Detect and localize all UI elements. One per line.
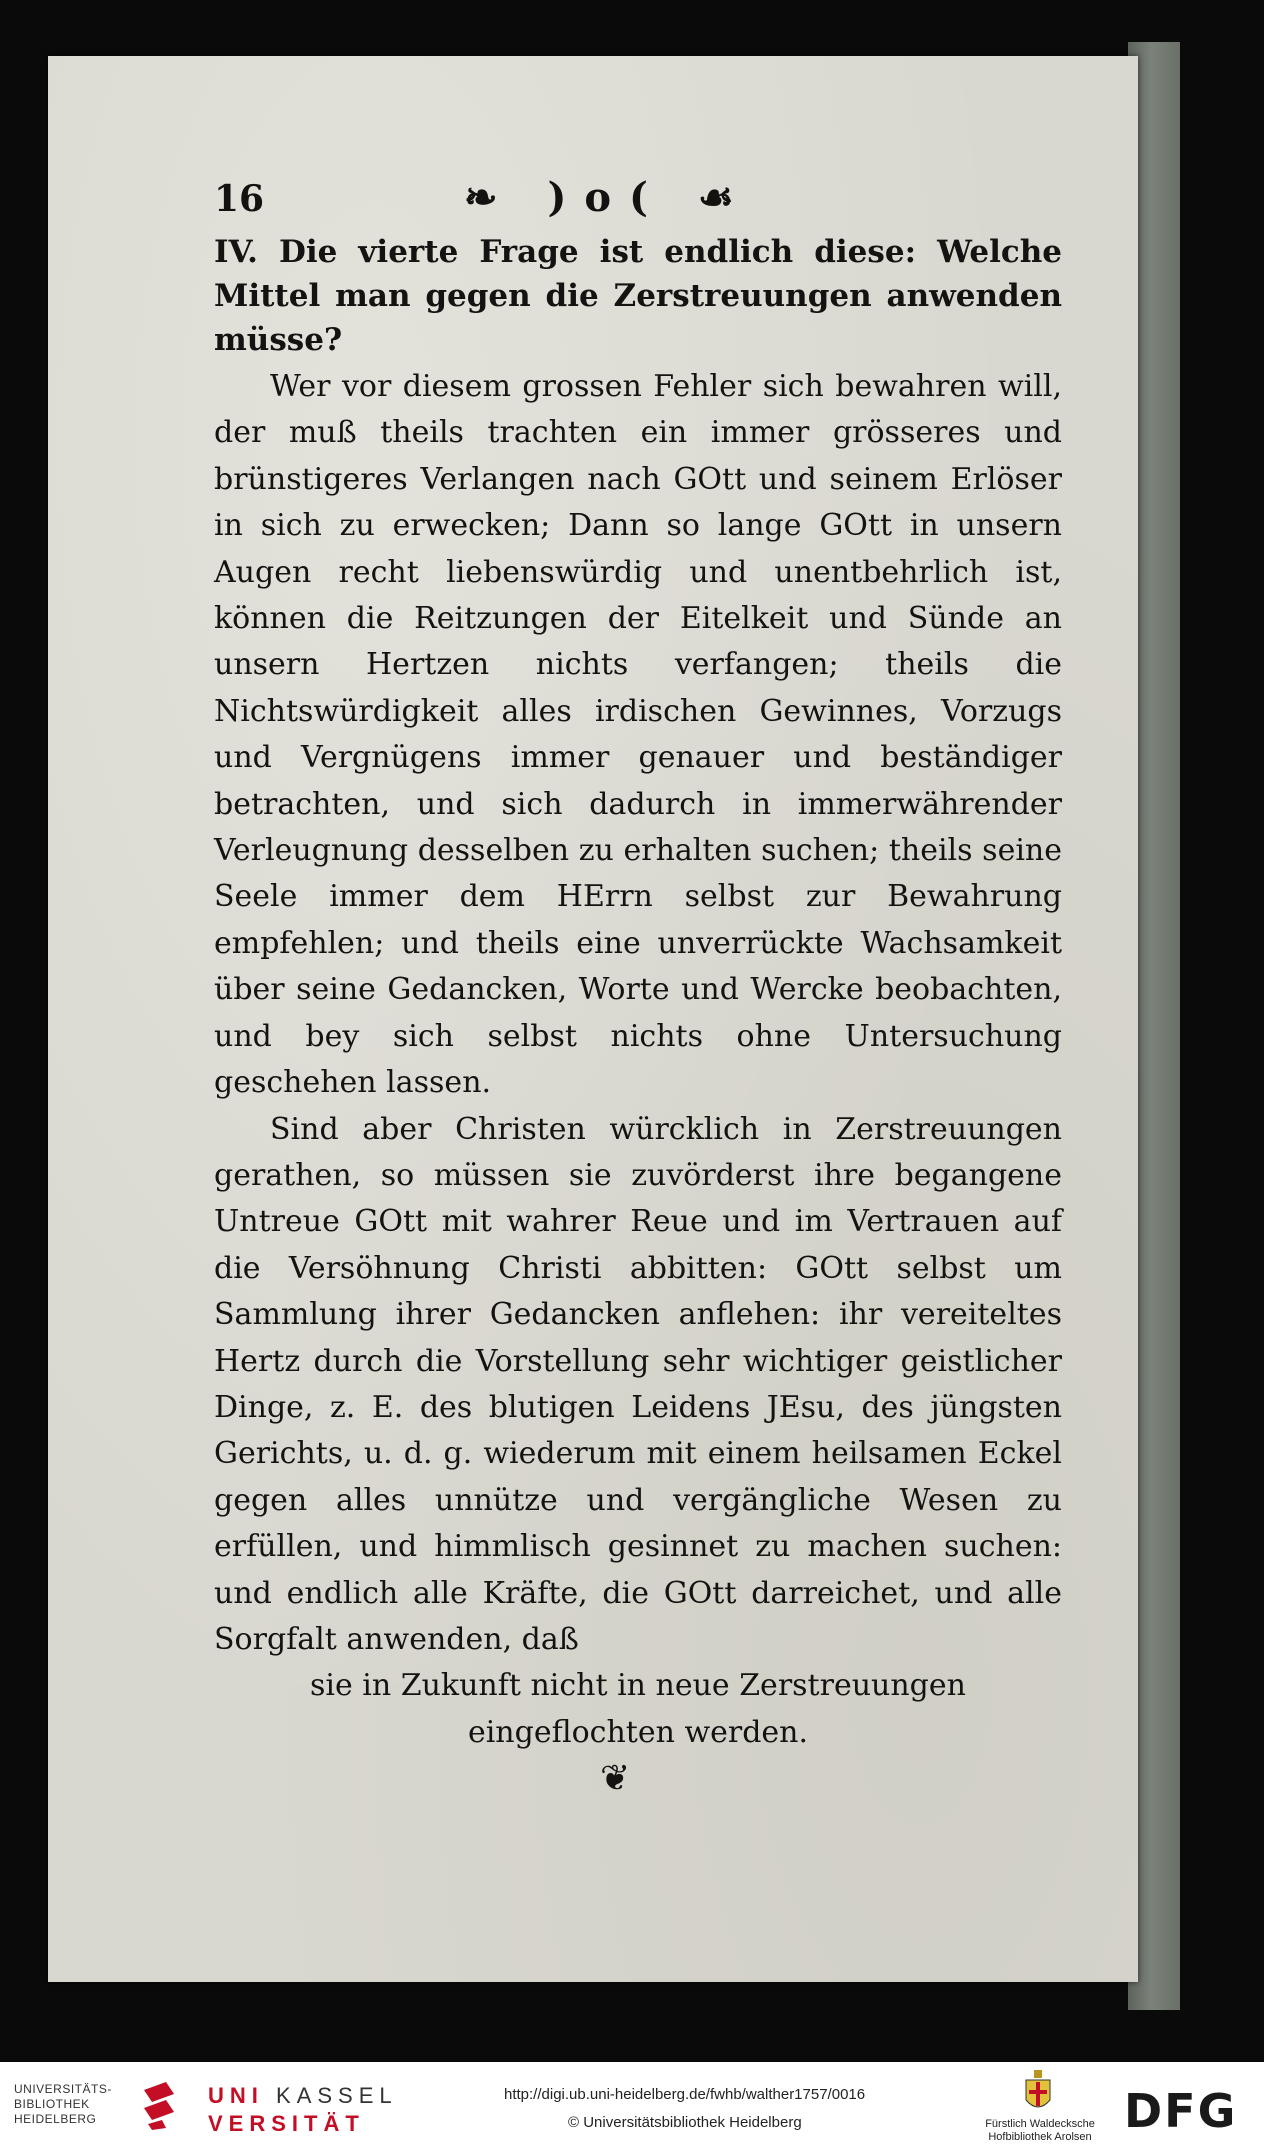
- permalink-url[interactable]: http://digi.ub.uni-heidelberg.de/fwhb/walther1757/0016: [504, 2086, 866, 2103]
- copyright-notice: © Universitätsbibliothek Heidelberg: [568, 2114, 802, 2131]
- arolsen-crest-icon: [1024, 2070, 1052, 2116]
- question-heading: IV. Die vierte Frage ist endlich diese: Welche Mittel man gegen die Zerstreuungen anwenden müsse?: [214, 234, 1062, 358]
- running-header: [214, 174, 1094, 234]
- heidelberg-logo-line: BIBLIOTHEK: [14, 2097, 90, 2111]
- heidelberg-logo-line: UNIVERSITÄTS-: [14, 2082, 112, 2096]
- page-number: 16: [214, 178, 265, 220]
- header-ornament: ❧ )o( ☙: [464, 174, 752, 221]
- kassel-logo-line-1: [208, 2082, 438, 2110]
- kassel-logo-kassel: KASSEL: [276, 2083, 398, 2108]
- closing-line-2: eingeflochten werden.: [467, 1714, 809, 1750]
- kassel-logo-line-2: VERSITÄT: [208, 2111, 365, 2136]
- paragraph-1: Wer vor diesem grossen Fehler sich bewahren will, der muß theils trachten ein immer grösseres und brünstigeres Verlangen nach GOtt und seinem Erlöser in sich zu erwecken; Dann so lange GOtt in unsern Augen recht liebenswürdig und unentbehrlich ist, können die Reitzungen der Eitelkeit und Sünde an unsern Hertzen nichts verfangen; theils die Nichtswürdigkeit alles irdischen Gewinnes, Vorzugs und Vergnügens immer genauer und beständiger betrachten, und sich dadurch in immerwährender Verleugnung desselben zu erhalten suchen; theils seine Seele immer dem HErrn selbst zur Bewahrung empfehlen; und theils eine unverrückte Wachsamkeit über seine Gedancken, Worte und Wercke beobachten, und bey sich selbst nichts ohne Untersuchung geschehen lassen.: [214, 369, 1062, 1101]
- heidelberg-library-logo[interactable]: [14, 2082, 136, 2127]
- arolsen-logo-line: Fürstlich Waldecksche: [985, 2118, 1095, 2130]
- uni-kassel-logo[interactable]: [208, 2082, 438, 2138]
- heidelberg-logo-line: HEIDELBERG: [14, 2112, 97, 2126]
- kassel-logo-uni: UNI: [208, 2083, 264, 2108]
- arolsen-logo-line: Hofbibliothek Arolsen: [988, 2131, 1092, 2143]
- closing-line-1: sie in Zukunft nicht in neue Zerstreuungen: [310, 1668, 966, 1704]
- dfg-logo[interactable]: DFG: [1124, 2084, 1238, 2138]
- arolsen-library-logo[interactable]: [970, 2118, 1110, 2144]
- footer-bar: [0, 2062, 1264, 2152]
- paragraph-2: Sind aber Christen würcklich in Zerstreuungen gerathen, so müssen sie zuvörderst ihre begangene Untreue GOtt mit wahrer Reue und im Vertrauen auf die Versöhnung Christi abbitten: GOtt selbst um Sammlung ihrer Gedancken anflehen: ihr vereiteltes Hertz durch die Vorstellung sehr wichtiger geistlicher Dinge, z. E. des blutigen Leidens JEsu, des jüngsten Gerichts, u. d. g. wiederum mit einem heilsamen Eckel gegen alles unnütze und vergängliche Wesen zu erfüllen, und himmlisch gesinnet zu machen suchen: und endlich alle Kräfte, die GOtt darreichet, und alle Sorgfalt anwenden, daß: [214, 1111, 1062, 1657]
- page-text: [214, 230, 1062, 1756]
- heidelberg-logo-mark-icon: [140, 2080, 178, 2130]
- end-ornament: ❦: [600, 1758, 631, 1799]
